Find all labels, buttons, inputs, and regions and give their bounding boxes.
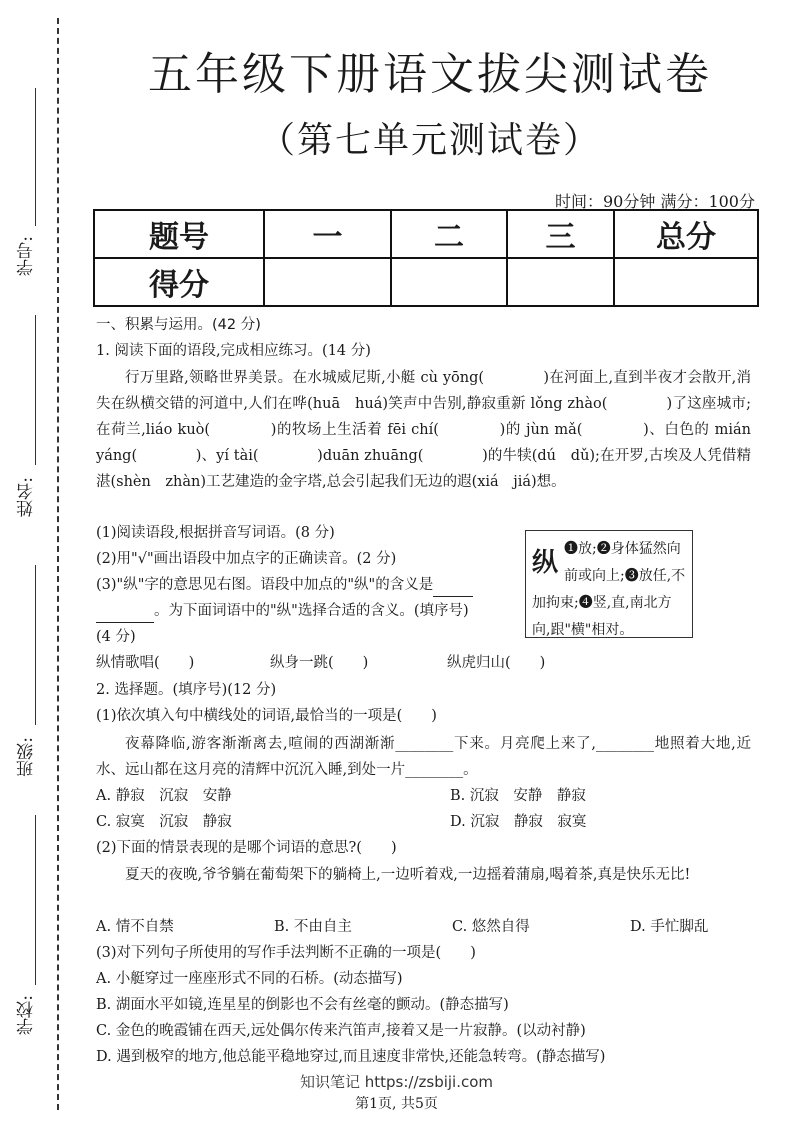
school-label: 学校: [17, 995, 37, 1035]
binding-dashed-line [57, 18, 59, 1110]
score-cell-1[interactable] [264, 258, 391, 306]
question-2-title: 2. 选择题。(填序号)(12 分) [96, 682, 277, 698]
question-1-part-1: (1)阅读语段,根据拼音写词语。(8 分) [96, 525, 335, 541]
page-number: 第1页, 共5页 [355, 1096, 438, 1112]
score-header-cell: 总分 [614, 210, 758, 258]
question-1-title: 1. 阅读下面的语段,完成相应练习。(14 分) [96, 343, 371, 359]
question-2-part-1-passage: 夜幕降临,游客渐渐离去,喧闹的西湖渐渐________下来。月亮爬上来了,________地照着大地,近水、远山都在这月亮的清辉中沉沉入睡,到处一片________。 [96, 736, 751, 778]
option-d[interactable]: D. 沉寂 静寂 寂寞 [450, 814, 587, 830]
question-1-part-3-text [96, 574, 473, 597]
option-b[interactable]: B. 不由自主 [274, 919, 352, 935]
question-1-part-2: (2)用"√"画出语段中加点字的正确读音。(2 分) [96, 551, 397, 567]
name-label: 姓名: [17, 477, 37, 517]
student-id-label: 学号: [17, 236, 37, 276]
watermark: 知识笔记 https://zsbiji.com [299, 1073, 494, 1091]
score-cell-3[interactable] [507, 258, 614, 306]
score-header-cell: 题号 [94, 210, 264, 258]
option-a[interactable]: A. 小艇穿过一座座形式不同的石桥。(动态描写) [96, 971, 403, 987]
question-2-part-1: (1)依次填入句中横线处的词语,最恰当的一项是( ) [96, 708, 437, 724]
option-a[interactable]: A. 静寂 沉寂 安静 [96, 788, 232, 804]
definition-char: 纵 [532, 548, 559, 578]
section-heading: 一、积累与运用。(42 分) [96, 317, 261, 333]
option-a[interactable]: A. 情不自禁 [96, 919, 174, 935]
page-subtitle: （第七单元测试卷） [258, 120, 601, 161]
school-rule [35, 815, 36, 985]
question-2-part-2-passage: 夏天的夜晚,爷爷躺在葡萄架下的躺椅上,一边听着戏,一边摇着蒲扇,喝着茶,真是快乐无比! [125, 867, 691, 883]
question-1-part-3-line1: (3)"纵"字的意思见右图。语段中加点的"纵"的含义是 [96, 577, 434, 593]
name-rule [35, 315, 36, 465]
option-c[interactable]: C. 寂寞 沉寂 静寂 [96, 814, 232, 830]
definition-text: ❶放;❷身体猛然向前或向上;❸放任,不加拘束;❹竖,直,南北方向,跟"横"相对。 [532, 541, 686, 638]
name-field [0, 315, 56, 525]
page-title: 五年级下册语文拔尖测试卷 [148, 49, 712, 100]
option-b[interactable]: B. 湖面水平如镜,连星星的倒影也不会有丝毫的颤动。(静态描写) [96, 997, 509, 1013]
score-table-header-row [94, 210, 758, 258]
question-1-part-3-points: (4 分) [96, 629, 136, 645]
score-header-cell: 二 [391, 210, 507, 258]
question-2-part-3: (3)对下列句子所使用的写作手法判断不正确的一项是( ) [96, 945, 476, 961]
option-c[interactable]: C. 金色的晚霞铺在西天,远处偶尔传来汽笛声,接着又是一片寂静。(以动衬静) [96, 1023, 586, 1039]
answer-blank[interactable] [433, 574, 473, 597]
time-info: 时间：90分钟 满分：100分 [555, 192, 755, 211]
word-choice-2[interactable]: 纵身一跳( ) [270, 655, 369, 671]
score-header-cell: 一 [264, 210, 391, 258]
option-d[interactable]: D. 遇到极窄的地方,他总能平稳地穿过,而且速度非常快,还能急转弯。(静态描写) [96, 1049, 606, 1065]
option-b[interactable]: B. 沉寂 安静 静寂 [450, 788, 586, 804]
class-label: 班级: [17, 737, 37, 777]
word-choice-1[interactable]: 纵情歌唱( ) [96, 655, 195, 671]
school-field [0, 815, 56, 1045]
answer-blank[interactable] [96, 600, 154, 623]
option-c[interactable]: C. 悠然自得 [452, 919, 530, 935]
question-1-part-3-line2-wrap [96, 600, 469, 623]
score-header-cell: 三 [507, 210, 614, 258]
class-rule [35, 565, 36, 725]
definition-box [525, 530, 693, 638]
score-cell-2[interactable] [391, 258, 507, 306]
question-2-part-2: (2)下面的情景表现的是哪个词语的意思?( ) [96, 840, 397, 856]
word-choice-3[interactable]: 纵虎归山( ) [447, 655, 546, 671]
score-cell-total[interactable] [614, 258, 758, 306]
score-table [93, 209, 759, 307]
class-field [0, 565, 56, 785]
score-row-label: 得分 [94, 258, 264, 306]
question-1-part-3-line2: 。为下面词语中的"纵"选择合适的含义。(填序号) [154, 603, 469, 619]
score-table-score-row [94, 258, 758, 306]
question-1-passage: 行万里路,领略世界美景。在水城威尼斯,小艇 cù yōng( )在河面上,直到半夜才会散开,消失在纵横交错的河道中,人们在哗(huā huá)笑声中告别,静寂重新 lǒng zhào( )了这座城市;在荷兰,liáo kuò( )的牧场上生活着 fēi chí( )的 jùn mǎ( )、白色的 mián yáng( )、yí tài( )duān zhuāng( )的牛犊(dú dǔ);在开罗,古埃及人凭借精湛(shèn zhàn)工艺建造的金字塔,总会引起我们无边的遐(xiá jiá)想。 [96, 370, 751, 490]
option-d[interactable]: D. 手忙脚乱 [630, 919, 709, 935]
student-id-field [0, 88, 56, 298]
student-id-rule [35, 88, 36, 226]
